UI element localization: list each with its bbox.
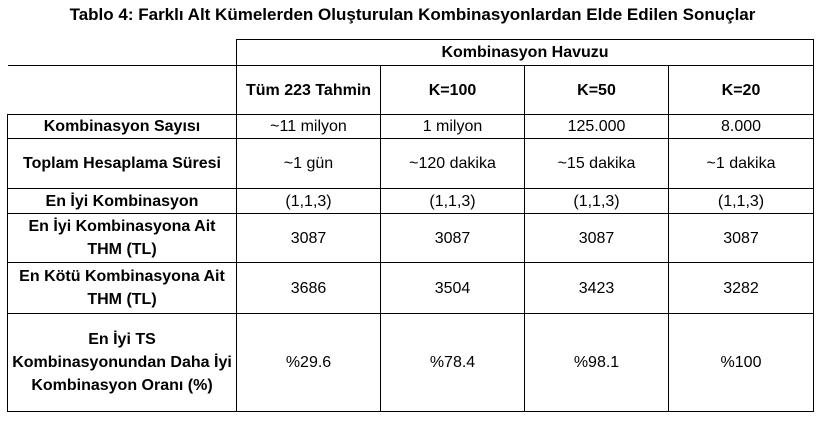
results-table (7, 39, 814, 412)
table-cell: ~15 dakika (525, 139, 669, 189)
group-header-cell: Kombinasyon Havuzu (237, 40, 814, 66)
column-header-k20: K=20 (669, 66, 814, 115)
table-cell: (1,1,3) (669, 189, 814, 214)
table-cell: 3686 (237, 263, 381, 314)
empty-header-cell (8, 66, 237, 115)
table-row (8, 214, 814, 263)
table-cell: 3087 (669, 214, 814, 263)
table-cell: 3423 (525, 263, 669, 314)
table-row (8, 189, 814, 214)
row-label: En Kötü Kombinasyona Ait THM (TL) (8, 263, 237, 314)
group-header-row (8, 40, 814, 66)
column-header-k100: K=100 (381, 66, 525, 115)
table-caption: Tablo 4: Farklı Alt Kümelerden Oluşturulan Kombinasyonlardan Elde Edilen Sonuçlar (69, 5, 756, 24)
table-row (8, 263, 814, 314)
table-cell: %78.4 (381, 314, 525, 412)
table-cell: %100 (669, 314, 814, 412)
table-cell: ~1 gün (237, 139, 381, 189)
table-row (8, 139, 814, 189)
table-row (8, 115, 814, 139)
table-cell: 3504 (381, 263, 525, 314)
table-cell: 3087 (525, 214, 669, 263)
table-cell: (1,1,3) (381, 189, 525, 214)
table-cell: ~11 milyon (237, 115, 381, 139)
table-cell: %98.1 (525, 314, 669, 412)
table-cell: ~1 dakika (669, 139, 814, 189)
row-label: Toplam Hesaplama Süresi (8, 139, 237, 189)
table-row (8, 314, 814, 412)
table-cell: ~120 dakika (381, 139, 525, 189)
column-header-all: Tüm 223 Tahmin (237, 66, 381, 115)
table-cell: (1,1,3) (525, 189, 669, 214)
table-cell: 3282 (669, 263, 814, 314)
row-label: Kombinasyon Sayısı (8, 115, 237, 139)
row-label: En İyi Kombinasyon (8, 189, 237, 214)
empty-corner-cell (8, 40, 237, 66)
table-cell: 1 milyon (381, 115, 525, 139)
table-cell: (1,1,3) (237, 189, 381, 214)
column-header-k50: K=50 (525, 66, 669, 115)
table-cell: %29.6 (237, 314, 381, 412)
row-label: En İyi Kombinasyona Ait THM (TL) (8, 214, 237, 263)
column-header-row (8, 66, 814, 115)
table-cell: 3087 (381, 214, 525, 263)
row-label: En İyi TS Kombinasyonundan Daha İyi Kombinasyon Oranı (%) (8, 314, 237, 412)
table-cell: 8.000 (669, 115, 814, 139)
table-cell: 3087 (237, 214, 381, 263)
table-cell: 125.000 (525, 115, 669, 139)
